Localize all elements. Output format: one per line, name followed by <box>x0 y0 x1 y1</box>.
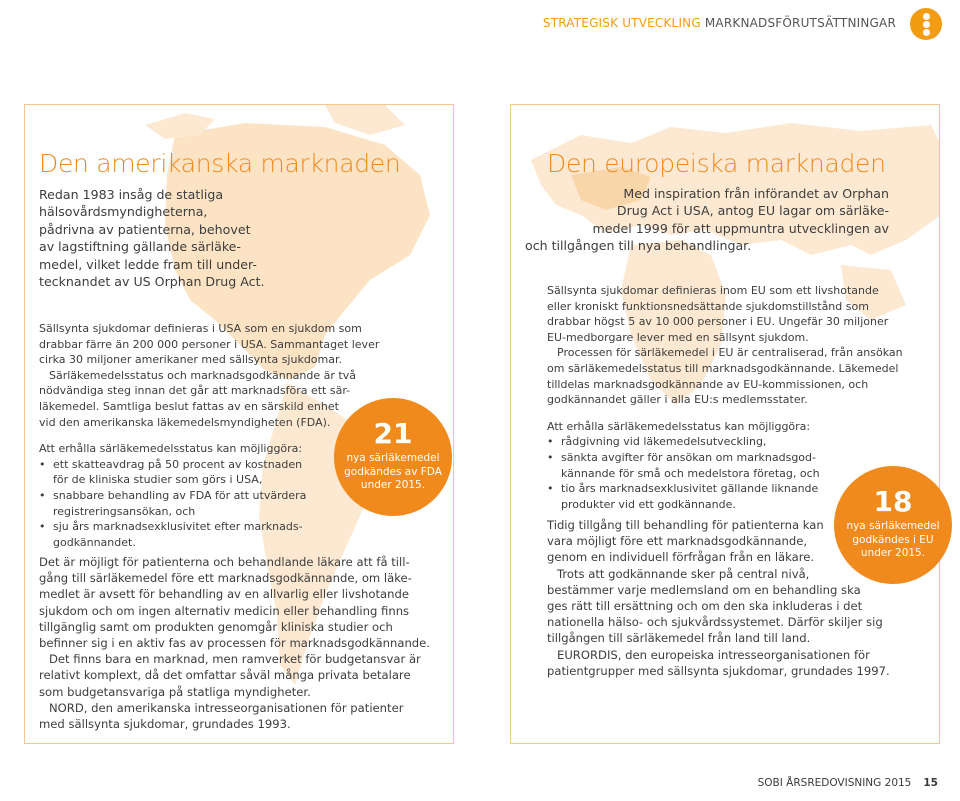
us-intro: Redan 1983 insåg de statliga hälsovårdsmyndigheterna, pådrivna av patienterna, behovet av lagstiftning gällande särläke- medel, vilket ledde fram till under- tecknandet av US Orphan Drug Act. <box>39 187 265 290</box>
menu-dots-icon[interactable] <box>910 8 942 40</box>
eu-list-intro: Att erhålla särläkemedelsstatus kan möjliggöra: <box>547 419 811 433</box>
page-footer <box>758 777 938 789</box>
page-header <box>543 16 896 30</box>
us-title: Den amerikanska marknaden <box>39 149 401 178</box>
list-item: • sju års marknadsexklusivitet efter marknads- godkännandet. <box>39 519 449 550</box>
list-item: • tio års marknadsexklusivitet gällande liknande produkter vid ett godkännande. <box>547 481 927 512</box>
eu-market-panel <box>510 104 940 744</box>
section-label: STRATEGISK UTVECKLING <box>542 16 701 30</box>
page-number: 15 <box>923 777 938 789</box>
eu-title: Den europeiska marknaden <box>547 149 886 178</box>
report-label: SOBI ÅRSREDOVISNING 2015 <box>757 777 912 789</box>
list-item: • sänkta avgifter för ansökan om marknadsgod- kännande för små och medelstora företag, och <box>547 450 927 481</box>
list-item: • ett skatteavdrag på 50 procent av kostnaden för de kliniska studier som görs i USA, <box>39 457 449 488</box>
subsection-label: MARKNADSFÖRUTSÄTTNINGAR <box>704 16 896 30</box>
eu-body: Sällsynta sjukdomar definieras inom EU som ett livshotande eller kroniskt funktionsnedsättande sjukdomstillstånd som drabbar högst 5 av 10 000 personer i EU. Ungefär 30 miljoner EU-medborgare lever med en sällsynt sjukdom. Processen för särläkemedel i EU är centraliserad, från ansökan om särläkemedelsstatus till marknadsgodkännande. Läkemedel tilldelas marknadsgodkännande av EU-kommissionen, och godkännandet gäller i alla EU:s medlemsstater. Att erhålla särläkemedelsstatus kan möjliggöra: • rådgivning vid läkemedelsutveckling, • sänkta avgifter för ansökan om marknadsgod- kännande för små och medelstora företag, och • tio års marknadsexklusivitet gällande liknande produkter vid ett godkännande. <box>547 283 927 512</box>
us-approvals-badge: 21 nya särläkemedel godkändes av FDA under 2015. <box>334 398 452 516</box>
list-item: • snabbare behandling av FDA för att utvärdera registreringsansökan, och <box>39 488 449 519</box>
us-list-intro: Att erhålla särläkemedelsstatus kan möjliggöra: <box>39 442 303 456</box>
list-item: • rådgivning vid läkemedelsutveckling, <box>547 434 927 450</box>
eu-body-continued: Tidig tillgång till behandling för patienterna kan vara möjligt före ett marknadsgodkännande, genom en individuell förfrågan från en läkare. Trots att godkännande sker på central nivå, bestämmer varje medlemsland om en behandling ska ges rätt till ersättning och om den ska inkluderas i det nationella hälso- och sjukvårdssystemet. Därför skiljer sig tillgången till särläkemedel från land till land. EURORDIS, den europeiska intresseorganisationen för patientgrupper med sällsynta sjukdomar, grundades 1997. <box>547 518 890 678</box>
eu-intro: Med inspiration från införandet av Orphan Drug Act i USA, antog EU lagar om särläke- medel 1999 för att uppmuntra utvecklingen av och tillgången till nya behandlingar. <box>525 186 889 254</box>
eu-approvals-badge: 18 nya särläkemedel godkändes i EU under 2015. <box>834 466 952 584</box>
us-body-continued: Det är möjligt för patienterna och behandlande läkare att få till- gång till särläkemedel före ett marknadsgodkännande, om läke- medlet är avsett för behandling av en allvarlig eller livshotande sjukdom och om ingen alternativ medicin eller behandling finns tillgänglig samt om produkten genomgår kliniska studier och befinner sig i en aktiv fas av processen för marknadsgodkännande. Det finns bara en marknad, men ramverket för budgetansvar är relativt komplext, då det omfattar såväl många privata betalare som budgetansvariga på statliga myndigheter. NORD, den amerikanska intresseorganisationen för patienter med sällsynta sjukdomar, grundades 1993. <box>39 555 430 732</box>
us-body: Sällsynta sjukdomar definieras i USA som en sjukdom som drabbar färre än 200 000 personer i USA. Sammantaget lever cirka 30 miljoner amerikaner med sällsynta sjukdomar. Särläkemedelsstatus och marknadsgodkännande är två nödvändiga steg innan det går att marknadsföra ett sär- läkemedel. Samtliga beslut fattas av en särskild enhet vid den amerikanska läkemedelsmyndigheten (FDA). Att erhålla särläkemedelsstatus kan möjliggöra: • ett skatteavdrag på 50 procent av kostnaden för de kliniska studier som görs i USA, • snabbare behandling av FDA för att utvärdera registreringsansökan, och • sju års marknadsexklusivitet efter marknads- godkännandet. <box>39 321 449 550</box>
